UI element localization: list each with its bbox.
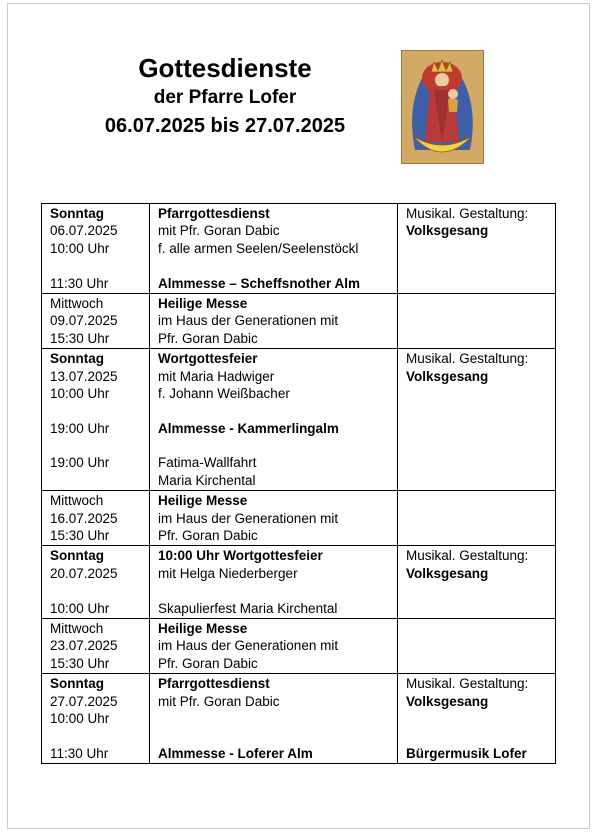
cell-line: Mittwoch: [50, 620, 104, 636]
service-cell: [150, 204, 398, 294]
cell-line: [50, 402, 149, 419]
music-cell: [398, 293, 556, 348]
cell-line: Fatima-Wallfahrt: [158, 455, 257, 471]
table-row: [42, 293, 556, 348]
cell-line: Sonntag: [50, 206, 104, 221]
cell-line: 10:00 Uhr: [50, 600, 110, 616]
cell-line: Heilige Messe: [158, 295, 248, 311]
cell-line: 10:00 Uhr Wortgottesfeier: [158, 548, 323, 564]
music-cell: [398, 674, 556, 764]
cell-line: 10:00 Uhr: [50, 710, 110, 726]
cell-line: Musikal. Gestaltung:: [406, 676, 529, 692]
service-cell: [150, 491, 398, 546]
date-time-cell: [42, 204, 150, 294]
cell-line: 19:00 Uhr: [50, 420, 110, 436]
page-subtitle: der Pfarre Lofer: [153, 87, 297, 108]
cell-line: [50, 582, 149, 599]
cell-line: 13.07.2025: [50, 368, 118, 384]
madonna-icon: [401, 50, 484, 164]
date-time-cell: [42, 618, 150, 673]
table-row: [42, 491, 556, 546]
cell-line: Musikal. Gestaltung:: [406, 548, 529, 564]
cell-line: im Haus der Generationen mit: [158, 510, 339, 526]
cell-line: [158, 727, 397, 744]
cell-line: Pfr. Goran Dabic: [158, 330, 258, 346]
cell-line: 15:30 Uhr: [50, 330, 110, 346]
table-row: [42, 204, 556, 294]
cell-line: Sonntag: [50, 351, 104, 367]
cell-line: Volksgesang: [406, 368, 489, 384]
cell-line: [406, 727, 555, 744]
music-cell: [398, 204, 556, 294]
cell-line: [406, 710, 555, 727]
cell-line: im Haus der Generationen mit: [158, 638, 339, 654]
cell-line: 15:30 Uhr: [50, 528, 110, 544]
cell-line: Pfr. Goran Dabic: [158, 655, 258, 671]
table-row: [42, 546, 556, 619]
cell-line: 10:00 Uhr: [50, 240, 110, 256]
cell-line: Almmesse - Loferer Alm: [158, 745, 313, 761]
cell-line: 19:00 Uhr: [50, 455, 110, 471]
cell-line: 11:30 Uhr: [50, 275, 109, 291]
cell-line: 15:30 Uhr: [50, 655, 110, 671]
cell-line: [158, 257, 397, 274]
cell-line: mit Pfr. Goran Dabic: [158, 223, 280, 239]
cell-line: f. Johann Weißbacher: [158, 385, 290, 401]
cell-line: [50, 437, 149, 454]
title-block: [60, 52, 390, 139]
table-row: [42, 349, 556, 491]
page-title: Gottesdienste: [138, 53, 312, 83]
date-time-cell: [42, 491, 150, 546]
service-cell: [150, 674, 398, 764]
music-cell: [398, 546, 556, 619]
cell-line: 11:30 Uhr: [50, 745, 109, 761]
music-cell: [398, 618, 556, 673]
date-time-cell: [42, 293, 150, 348]
cell-line: [158, 582, 397, 599]
service-cell: [150, 293, 398, 348]
cell-line: [50, 727, 149, 744]
cell-line: 23.07.2025: [50, 638, 118, 654]
cell-line: im Haus der Generationen mit: [158, 313, 339, 329]
date-range: 06.07.2025 bis 27.07.2025: [104, 115, 346, 137]
table-row: [42, 618, 556, 673]
schedule-table: [41, 203, 556, 764]
table-row: [42, 674, 556, 764]
cell-line: Pfr. Goran Dabic: [158, 528, 258, 544]
date-time-cell: [42, 546, 150, 619]
service-cell: [150, 618, 398, 673]
cell-line: Skapulierfest Maria Kirchental: [158, 600, 338, 616]
cell-line: Volksgesang: [406, 565, 489, 581]
cell-line: Heilige Messe: [158, 620, 248, 636]
cell-line: [158, 402, 397, 419]
date-time-cell: [42, 349, 150, 491]
cell-line: Musikal. Gestaltung:: [406, 206, 529, 221]
cell-line: Almmesse – Scheffsnother Alm: [158, 275, 361, 291]
cell-line: 10:00 Uhr: [50, 385, 110, 401]
cell-line: Wortgottesfeier: [158, 351, 258, 367]
cell-line: Heilige Messe: [158, 493, 248, 509]
cell-line: Volksgesang: [406, 693, 489, 709]
cell-line: mit Maria Hadwiger: [158, 368, 275, 384]
cell-line: Sonntag: [50, 676, 104, 692]
cell-line: mit Helga Niederberger: [158, 565, 298, 581]
cell-line: Pfarrgottesdienst: [158, 206, 270, 221]
cell-line: f. alle armen Seelen/Seelenstöckl: [158, 240, 359, 256]
service-cell: [150, 349, 398, 491]
cell-line: Pfarrgottesdienst: [158, 676, 270, 692]
cell-line: 27.07.2025: [50, 693, 118, 709]
music-cell: [398, 491, 556, 546]
cell-line: Mittwoch: [50, 295, 104, 311]
cell-line: [158, 710, 397, 727]
cell-line: 16.07.2025: [50, 510, 118, 526]
cell-line: 20.07.2025: [50, 565, 118, 581]
cell-line: Maria Kirchental: [158, 472, 256, 488]
cell-line: 09.07.2025: [50, 313, 118, 329]
music-cell: [398, 349, 556, 491]
cell-line: 06.07.2025: [50, 223, 118, 239]
cell-line: mit Pfr. Goran Dabic: [158, 693, 280, 709]
cell-line: [50, 257, 149, 274]
date-time-cell: [42, 674, 150, 764]
service-cell: [150, 546, 398, 619]
cell-line: Volksgesang: [406, 223, 489, 239]
cell-line: Mittwoch: [50, 493, 104, 509]
cell-line: Bürgermusik Lofer: [406, 745, 527, 761]
cell-line: Sonntag: [50, 548, 104, 564]
cell-line: Musikal. Gestaltung:: [406, 351, 529, 367]
cell-line: [158, 437, 397, 454]
cell-line: Almmesse - Kammerlingalm: [158, 420, 339, 436]
